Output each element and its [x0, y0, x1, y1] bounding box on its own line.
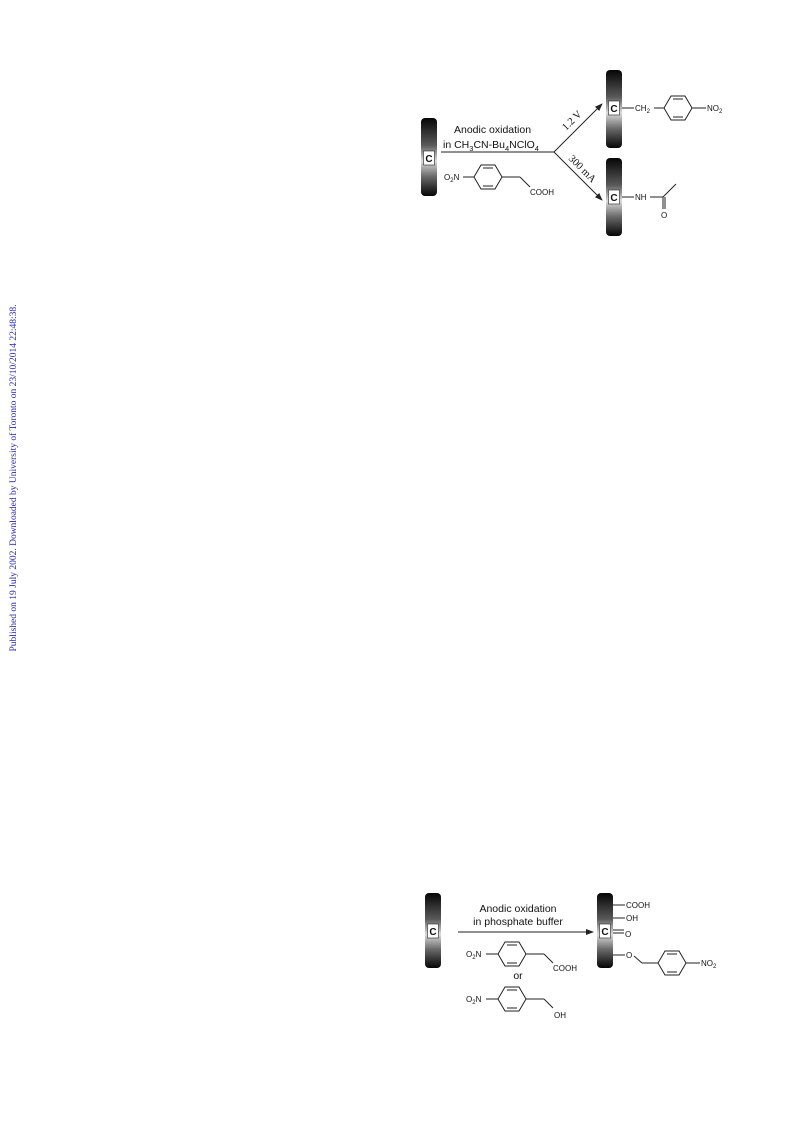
publication-note: Published on 19 July 2002. Downloaded by University of Toronto on 23/10/2014 22:48:38. [9, 304, 19, 652]
svg-text:OH: OH [626, 914, 638, 923]
svg-text:O2N: $O_2N$ [466, 950, 482, 961]
arrow-condition-line2-2: in phosphate buffer [473, 916, 563, 928]
arrow-condition-line2: in $CH_3CN-Bu_4NClO_4$ [443, 139, 539, 153]
svg-text:COOH: COOH [530, 188, 554, 197]
arrow-condition-line1: Anodic oxidation [454, 124, 532, 136]
svg-text:COOH: COOH [626, 901, 650, 910]
product-upper-nitrobenzyl [606, 70, 723, 148]
upper-condition-label: 1.2 V [560, 108, 585, 134]
reagent-nitrophenylacetic-acid-2 [466, 942, 577, 973]
lower-condition-label: 300 mA [565, 153, 598, 186]
svg-text:OH: OH [554, 1011, 566, 1020]
svg-text:O: O [625, 930, 632, 939]
product-lower-acetamide [606, 158, 676, 236]
svg-text:O: O [626, 951, 633, 960]
svg-text:CH2: $CH_2$ [635, 104, 650, 115]
svg-text:C: C [425, 154, 433, 165]
svg-text:C: C [610, 104, 618, 115]
svg-text:C: C [610, 193, 618, 204]
or-label: or [513, 970, 523, 982]
svg-text:COOH: COOH [553, 964, 577, 973]
svg-text:C: C [429, 927, 437, 938]
svg-text:O: O [661, 211, 668, 220]
svg-text:O2N: $O_2N$ [466, 995, 482, 1006]
reagent-nitrophenylacetic-acid [444, 165, 554, 197]
svg-text:NO2: $NO_2$ [707, 104, 723, 115]
svg-text:NH: NH [635, 193, 647, 202]
reagent-nitrobenzyl-alcohol [466, 987, 566, 1020]
svg-text:NO2: $NO_2$ [701, 959, 717, 970]
svg-text:C: C [601, 927, 609, 938]
electrode-reactant [421, 118, 437, 196]
arrow-condition-line1-2: Anodic oxidation [479, 903, 557, 915]
scheme-2 [425, 893, 717, 1020]
svg-text:O2N: $O_2N$ [444, 173, 460, 184]
electrode-reactant-2 [425, 893, 441, 968]
scheme-1 [421, 70, 723, 236]
product-functionalized-electrode [597, 893, 717, 975]
